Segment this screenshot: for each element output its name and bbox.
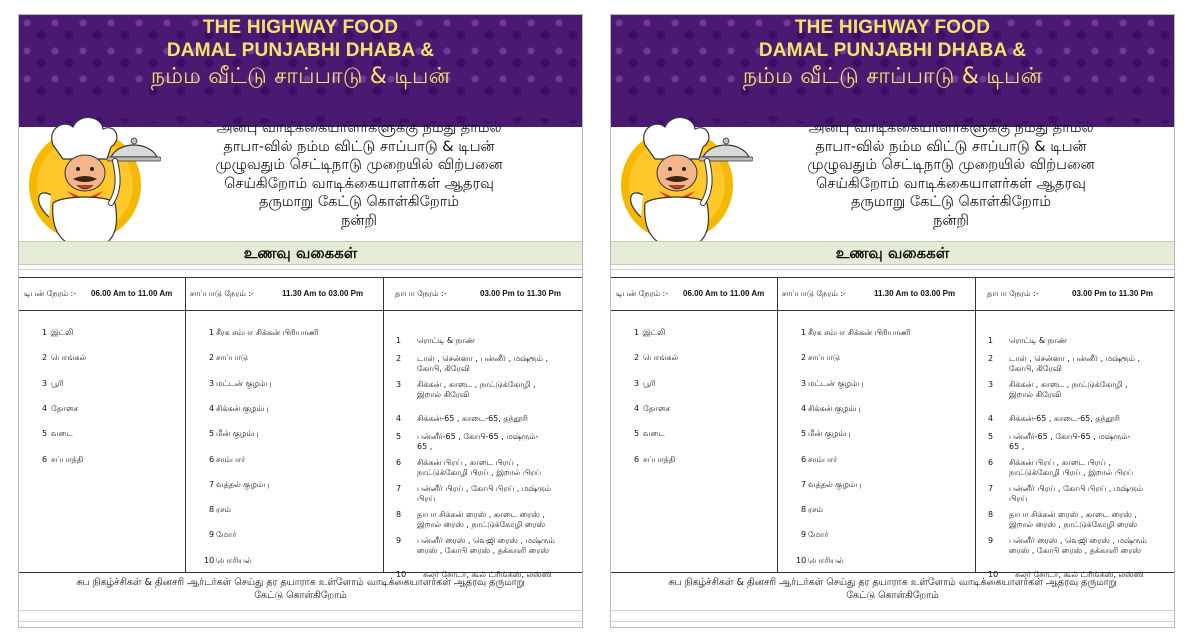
menu-item-number: 4 <box>801 403 807 413</box>
menu-item-number: 6 <box>801 454 807 464</box>
menu-item-number: 5 <box>42 429 48 439</box>
header-divider <box>19 310 582 311</box>
menu-item-number: 10 <box>396 570 407 579</box>
menu-item-number: 3 <box>988 380 994 389</box>
menu-item-name: பொரியல் <box>216 555 252 565</box>
meals-time: 11.30 Am to 03.00 Pm <box>282 289 364 298</box>
menu-item-number: 9 <box>801 530 807 540</box>
menu-item-name: இறால் கிரேவி <box>417 390 470 399</box>
meals-label: சாப்பாடு நேரம் :- <box>190 289 254 298</box>
dhaba-time: 03.00 Pm to 11.30 Pm <box>480 289 561 298</box>
menu-item-name: சாப்பாடு <box>216 353 248 363</box>
menu-item-number: 1 <box>396 336 402 345</box>
menu-item-name: நாட்டுக்கோழி பிரய் , இறால் பிரய் <box>1009 468 1134 477</box>
tiffin-label: டிபன் நேரம் :- <box>616 289 669 298</box>
menu-item-name: ரொட்டி & நாண் <box>1009 336 1068 345</box>
tiffin-header <box>24 278 184 310</box>
menu-item-number: 10 <box>988 570 999 579</box>
menu-item-name: இறால் கிரேவி <box>1009 390 1062 399</box>
menu-item-name: பன்னீர் ரைஸ் , வெஜி ரைஸ் , மஷ்ரும் <box>1009 536 1147 545</box>
intro-line: நன்றி <box>341 212 377 229</box>
column-divider <box>185 278 186 572</box>
menu-item-number: 10 <box>796 555 807 565</box>
menu-item-number: 5 <box>801 429 807 439</box>
menu-item-number: 2 <box>801 353 807 363</box>
menu-item-number: 3 <box>209 378 215 388</box>
section-title: உணவு வகைகள் <box>611 241 1174 265</box>
menu-item-number: 3 <box>396 380 402 389</box>
dhaba-label: தாபா நேரம் :- <box>395 289 447 298</box>
menu-item-number: 1 <box>988 336 994 345</box>
menu-table <box>19 277 582 579</box>
banner-title-line3: நம்ம வீட்டு சாப்பாடு & டிபன் <box>150 64 451 89</box>
dhaba-header <box>395 278 583 310</box>
menu-card <box>610 14 1175 628</box>
menu-item-name: பன்னீர்-65 , கோபி-65 , மஷ்ரும்- <box>417 432 539 441</box>
menu-item-number: 4 <box>634 403 640 413</box>
intro-line: அன்பு வாடிக்கையாளர்களுக்கு நமது தாமல் <box>216 120 502 136</box>
menu-item-name: வத்தல் குழம்பு <box>808 479 862 489</box>
menu-card <box>18 14 583 628</box>
menu-item-number: 1 <box>209 328 215 337</box>
intro-line: தாபா-வில் நம்ம விட்டு சாப்பாடு & டிபன் <box>815 138 1087 155</box>
menu-item-name: சிக்கன்-65 , காடை-65, தந்தூரி <box>417 414 528 423</box>
menu-item-number: 9 <box>396 536 402 545</box>
menu-item-name: சாப்பாடு <box>808 353 840 363</box>
divider <box>611 621 1174 622</box>
menu-item-number: 7 <box>396 484 402 493</box>
menu-item-name: தாபா சிக்கன் ரைஸ் , காடை ரைஸ் , <box>1009 510 1137 519</box>
banner-title-line1: THE HIGHWAY FOOD <box>202 17 399 38</box>
menu-item-name: பிரய் <box>417 494 436 503</box>
menu-item-number: 3 <box>42 378 48 388</box>
menu-item-name: சாம்பார் <box>808 454 838 464</box>
column-divider <box>975 278 976 572</box>
menu-item-name: மீன் குழம்பு <box>808 429 851 439</box>
menu-item-name: டாள் , சென்னா , பன்னீர் , மஷ்ரூம் , <box>1009 354 1141 363</box>
menu-item-number: 2 <box>634 353 640 363</box>
menu-item-name: கலர் சோடா, கூல் ட்ரிங்க்ஸ், லஸ்ஸி <box>1015 570 1144 579</box>
menu-item-number: 3 <box>634 378 640 388</box>
section-title: உணவு வகைகள் <box>19 241 582 265</box>
menu-item-name: ரைஸ் , கோபி ரைஸ் , தக்காளி ரைஸ் <box>417 546 549 555</box>
menu-item-name: சிக்கன் பிரய் , காடை பிரய் , <box>417 458 519 467</box>
menu-item-number: 5 <box>988 432 994 441</box>
intro-line: செய்கிறோம் வாடிக்கையாளர்கள் ஆதரவு <box>816 175 1086 192</box>
menu-item-name: வத்தல் குழம்பு <box>216 479 270 489</box>
intro-line: முழுவதும் செட்டிநாடு முறையில் விற்பனை <box>215 157 503 173</box>
menu-item-number: 8 <box>209 505 215 515</box>
menu-item-number: 6 <box>634 454 640 464</box>
menu-item-number: 2 <box>209 353 215 363</box>
menu-item-number: 1 <box>42 328 48 337</box>
menu-item-name: சப்பாத்தி <box>643 454 676 464</box>
menu-item-name: சாம்பார் <box>216 454 246 464</box>
menu-item-name: சிக்கன் , காடை , நாட்டுக்கோழி , <box>417 380 536 389</box>
tiffin-time: 06.00 Am to 11.00 Am <box>91 289 173 298</box>
menu-item-number: 1 <box>634 328 640 337</box>
menu-item-name: பூரி <box>643 378 656 388</box>
meals-header <box>190 278 380 310</box>
menu-item-number: 6 <box>396 458 402 467</box>
menu-item-name: ரைஸ் , கோபி ரைஸ் , தக்காளி ரைஸ் <box>1009 546 1141 555</box>
menu-table <box>611 277 1174 579</box>
menu-item-name: சீரக சம்பா சிக்கன் பிரியாணி <box>808 328 911 337</box>
intro-message <box>154 119 564 230</box>
menu-item-name: நாட்டுக்கோழி பிரய் , இறால் பிரய் <box>417 468 542 477</box>
banner-title-line2: DAMAL PUNJABHI DHABA & <box>758 40 1027 61</box>
menu-item-name: மட்டன் குழம்பு <box>216 378 272 388</box>
menu-item-number: 7 <box>988 484 994 493</box>
meals-time: 11.30 Am to 03.00 Pm <box>874 289 956 298</box>
menu-item-name: டாள் , சென்னா , பன்னீர் , மஷ்ரூம் , <box>417 354 549 363</box>
header-divider <box>611 310 1174 311</box>
menu-item-number: 6 <box>209 454 215 464</box>
menu-item-name: சிக்கன் பிரய் , காடை பிரய் , <box>1009 458 1111 467</box>
menu-item-name: மட்டன் குழம்பு <box>808 378 864 388</box>
menu-item-number: 8 <box>988 510 994 519</box>
menu-item-name: 65 , <box>417 442 433 451</box>
intro-line: செய்கிறோம் வாடிக்கையாளர்கள் ஆதரவு <box>224 175 494 192</box>
menu-item-name: சிக்கன் , காடை , நாட்டுக்கோழி , <box>1009 380 1128 389</box>
banner-title-line2: DAMAL PUNJABHI DHABA & <box>166 40 435 61</box>
tiffin-header <box>616 278 776 310</box>
menu-item-number: 5 <box>209 429 215 439</box>
meals-label: சாப்பாடு நேரம் :- <box>782 289 846 298</box>
column-divider <box>383 278 384 572</box>
menu-item-number: 2 <box>396 354 402 363</box>
intro-line: நன்றி <box>933 212 969 229</box>
menu-item-number: 6 <box>988 458 994 467</box>
menu-item-number: 7 <box>801 479 807 489</box>
menu-item-name: இறால் ரைஸ் , நாட்டுக்கோழி ரைஸ் <box>1009 520 1138 529</box>
menu-item-number: 4 <box>42 403 48 413</box>
menu-item-number: 5 <box>634 429 640 439</box>
menu-item-name: சீரக சம்பா சிக்கன் பிரியாணி <box>216 328 319 337</box>
menu-item-number: 8 <box>801 505 807 515</box>
menu-item-name: 65 , <box>1009 442 1025 451</box>
menu-item-name: கோபி, கிரேவி <box>1009 364 1062 373</box>
footer-note <box>19 573 582 611</box>
footer-line: கேட்டு கொள்கிறோம் <box>846 590 939 601</box>
menu-item-name: தோசை <box>51 403 79 413</box>
menu-item-name: மோர் <box>808 530 829 540</box>
menu-item-name: பன்னீர் பிரய் , கோபி பிரய் , மஷ்ரும் <box>1009 484 1144 493</box>
menu-item-name: வடை <box>51 429 73 439</box>
chef-icon <box>615 107 753 247</box>
menu-item-number: 6 <box>42 454 48 464</box>
menu-item-name: சிக்கன் குழம்பு <box>808 403 861 413</box>
menu-item-number: 3 <box>801 378 807 388</box>
menu-item-name: இட்லி <box>643 328 666 337</box>
menu-item-name: மோர் <box>216 530 237 540</box>
meals-header <box>782 278 972 310</box>
menu-item-name: கலர் சோடா, கூல் ட்ரிங்க்ஸ், லஸ்ஸி <box>423 570 552 579</box>
menu-item-number: 9 <box>988 536 994 545</box>
column-divider <box>777 278 778 572</box>
chef-icon <box>23 107 161 247</box>
divider <box>19 621 582 622</box>
dhaba-label: தாபா நேரம் :- <box>987 289 1039 298</box>
menu-item-name: சப்பாத்தி <box>51 454 84 464</box>
menu-item-name: வடை <box>643 429 665 439</box>
intro-line: தாபா-வில் நம்ம விட்டு சாப்பாடு & டிபன் <box>223 138 495 155</box>
menu-item-number: 7 <box>209 479 215 489</box>
menu-item-name: மீன் குழம்பு <box>216 429 259 439</box>
menu-item-name: ரசம் <box>216 505 231 515</box>
menu-item-number: 8 <box>396 510 402 519</box>
menu-item-name: தோசை <box>643 403 671 413</box>
menu-item-name: பொங்கல் <box>51 353 87 363</box>
menu-item-number: 2 <box>42 353 48 363</box>
intro-line: தருமாறு கேட்டு கொள்கிறோம் <box>258 194 460 210</box>
dhaba-header <box>987 278 1175 310</box>
menu-item-number: 10 <box>204 555 215 565</box>
menu-item-name: பன்னீர்-65 , கோபி-65 , மஷ்ரும்- <box>1009 432 1131 441</box>
footer-line: சுப நிகழ்ச்சிகள் & தினசரி ஆர்டர்கள் செய்து தர தயாராக உள்ளோம் வாடிக்கையாளர்கள் ஆதரவு தருமாறு <box>76 577 525 588</box>
menu-item-number: 4 <box>396 414 402 423</box>
menu-item-number: 9 <box>209 530 215 540</box>
menu-item-number: 1 <box>801 328 807 337</box>
menu-item-name: சிக்கன் குழம்பு <box>216 403 269 413</box>
menu-item-name: ரொட்டி & நாண் <box>417 336 476 345</box>
menu-item-name: பொங்கல் <box>643 353 679 363</box>
footer-note <box>611 573 1174 611</box>
banner-title-line3: நம்ம வீட்டு சாப்பாடு & டிபன் <box>742 64 1043 89</box>
menu-item-name: இட்லி <box>51 328 74 337</box>
intro-message <box>746 119 1156 230</box>
menu-item-name: தாபா சிக்கன் ரைஸ் , காடை ரைஸ் , <box>417 510 545 519</box>
divider <box>611 269 1174 270</box>
menu-item-name: பூரி <box>51 378 64 388</box>
tiffin-time: 06.00 Am to 11.00 Am <box>683 289 765 298</box>
menu-item-number: 2 <box>988 354 994 363</box>
footer-line: கேட்டு கொள்கிறோம் <box>254 590 347 601</box>
menu-item-name: பன்னீர் ரைஸ் , வெஜி ரைஸ் , மஷ்ரும் <box>417 536 555 545</box>
intro-line: அன்பு வாடிக்கையாளர்களுக்கு நமது தாமல் <box>808 120 1094 136</box>
menu-item-name: பொரியல் <box>808 555 844 565</box>
dhaba-time: 03.00 Pm to 11.30 Pm <box>1072 289 1153 298</box>
banner-title-line1: THE HIGHWAY FOOD <box>794 17 991 38</box>
menu-item-name: பிரய் <box>1009 494 1028 503</box>
menu-item-name: பன்னீர் பிரய் , கோபி பிரய் , மஷ்ரும் <box>417 484 552 493</box>
footer-line: சுப நிகழ்ச்சிகள் & தினசரி ஆர்டர்கள் செய்து தர தயாராக உள்ளோம் வாடிக்கையாளர்கள் ஆதரவு தருமாறு <box>668 577 1117 588</box>
menu-item-name: கோபி, கிரேவி <box>417 364 470 373</box>
menu-item-number: 4 <box>209 403 215 413</box>
intro-line: முழுவதும் செட்டிநாடு முறையில் விற்பனை <box>807 157 1095 173</box>
menu-item-number: 5 <box>396 432 402 441</box>
menu-item-name: சிக்கன்-65 , காடை-65, தந்தூரி <box>1009 414 1120 423</box>
menu-item-number: 4 <box>988 414 994 423</box>
menu-item-name: ரசம் <box>808 505 823 515</box>
intro-line: தருமாறு கேட்டு கொள்கிறோம் <box>850 194 1052 210</box>
tiffin-label: டிபன் நேரம் :- <box>24 289 77 298</box>
menu-item-name: இறால் ரைஸ் , நாட்டுக்கோழி ரைஸ் <box>417 520 546 529</box>
divider <box>19 269 582 270</box>
